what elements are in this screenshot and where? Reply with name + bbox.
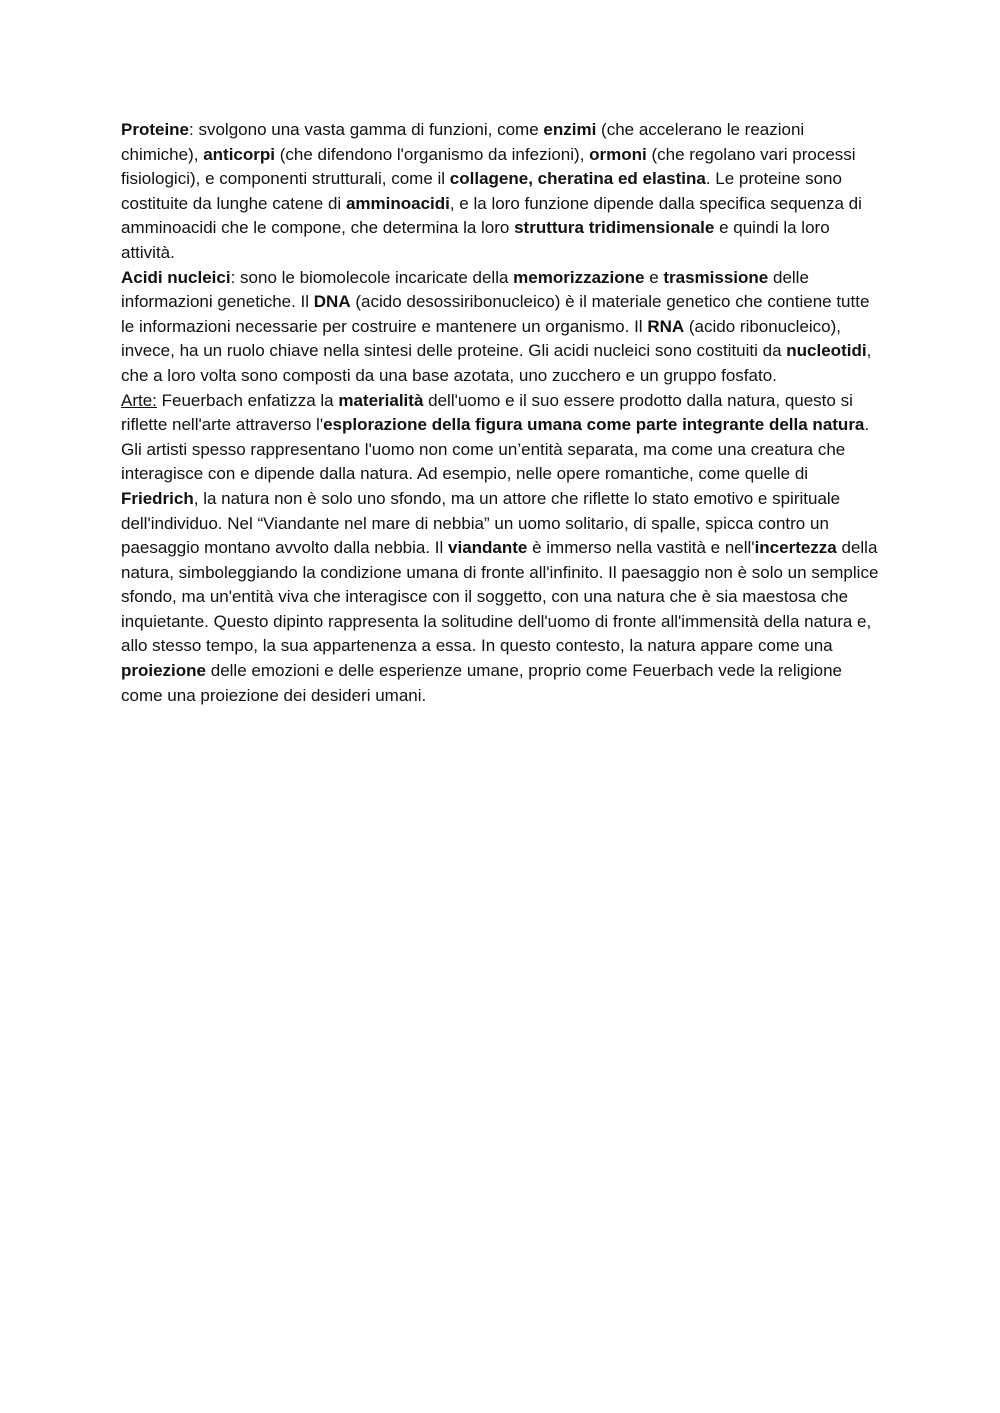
text-run: . Le proteine sono costituite da lunghe catene di — [121, 169, 842, 213]
text-run: : svolgono una vasta gamma di funzioni, come — [189, 120, 544, 139]
text-run: (che difendono l'organismo da infezioni), — [274, 144, 590, 164]
bold-term: RNA — [647, 316, 685, 336]
bold-term: Proteine — [121, 120, 190, 139]
text-run: , e la loro funzione dipende dalla specifica sequenza di amminoacidi che le compone, che determina la loro — [121, 193, 862, 238]
text-run: , che a loro volta sono composti da una base azotata, uno zucchero e un gruppo fosfato. — [121, 341, 872, 385]
paragraph-acidi-nucleici — [121, 266, 883, 389]
bold-term: anticorpi — [203, 144, 275, 164]
bold-term: memorizzazione — [513, 267, 645, 287]
bold-term: proiezione — [121, 661, 207, 681]
section-label: Arte: — [121, 390, 157, 410]
bold-term: amminoacidi — [345, 193, 450, 213]
bold-term: incertezza — [754, 538, 837, 558]
text-run: , la natura non è solo uno sfondo, ma un attore che riflette lo stato emotivo e spirituale dell'individuo. Nel “Viandante nel mare di nebbia” un uomo solitario, di spalle, spicca contro un paesaggio montano avvolto dalla nebbia. Il — [121, 488, 841, 558]
text-run: (acido ribonucleico), invece, ha un ruolo chiave nella sintesi delle proteine. Gli acidi nucleici sono costituiti da — [121, 316, 842, 361]
bold-term: collagene, cheratina ed elastina — [449, 169, 706, 189]
bold-term: DNA — [313, 292, 351, 312]
bold-term: Acidi nucleici — [121, 267, 231, 287]
text-run: : sono le biomolecole incaricate della — [230, 267, 514, 287]
bold-term: nucleotidi — [786, 341, 867, 361]
text-run: dell'uomo e il suo essere prodotto dalla natura, questo si riflette nell'arte attraverso l' — [121, 390, 853, 435]
bold-term: materialità — [338, 390, 424, 410]
text-run: e quindi la loro attività. — [121, 218, 830, 262]
text-run: e — [644, 267, 664, 287]
paragraph-proteine — [121, 118, 883, 266]
text-run: della natura, simboleggiando la condizione umana di fronte all'infinito. Il paesaggio non è solo un semplice sfondo, ma un'entità viva che interagisce con il soggetto, con una natura che è sia maestosa che inquietante. Questo dipinto rappresenta la solitudine dell'uomo di fronte all'immensità della natura e, allo stesso tempo, la sua appartenenza a essa. In questo contesto, la natura appare come una — [121, 538, 879, 656]
bold-term: viandante — [448, 538, 528, 558]
bold-term: ormoni — [589, 144, 647, 164]
text-run: (acido desossiribonucleico) è il materiale genetico che contiene tutte le informazioni necessarie per costruire e mantenere un organismo. Il — [121, 292, 870, 336]
paragraph-arte — [121, 389, 883, 709]
bold-term: Friedrich — [121, 488, 194, 508]
text-run: è immerso nella vastità e nell' — [527, 538, 755, 558]
bold-term: trasmissione — [663, 267, 769, 287]
text-run: (che accelerano le reazioni chimiche), — [121, 120, 805, 164]
text-run: . Gli artisti spesso rappresentano l'uomo non come un’entità separata, ma come una creatura che interagisce con e dipende dalla natura. Ad esempio, nelle opere romantiche, come quelle di — [121, 415, 870, 484]
bold-term: struttura tridimensionale — [514, 218, 715, 238]
text-run: delle emozioni e delle esperienze umane, proprio come Feuerbach vede la religione come una proiezione dei desideri umani. — [121, 661, 843, 705]
document-page — [121, 118, 883, 708]
text-run: delle informazioni genetiche. Il — [121, 267, 809, 312]
bold-term: esplorazione della figura umana come parte integrante della natura — [323, 415, 865, 435]
text-run: (che regolano vari processi fisiologici), e componenti strutturali, come il — [121, 144, 856, 189]
bold-term: enzimi — [543, 120, 597, 139]
text-run: Feuerbach enfatizza la — [156, 390, 339, 410]
